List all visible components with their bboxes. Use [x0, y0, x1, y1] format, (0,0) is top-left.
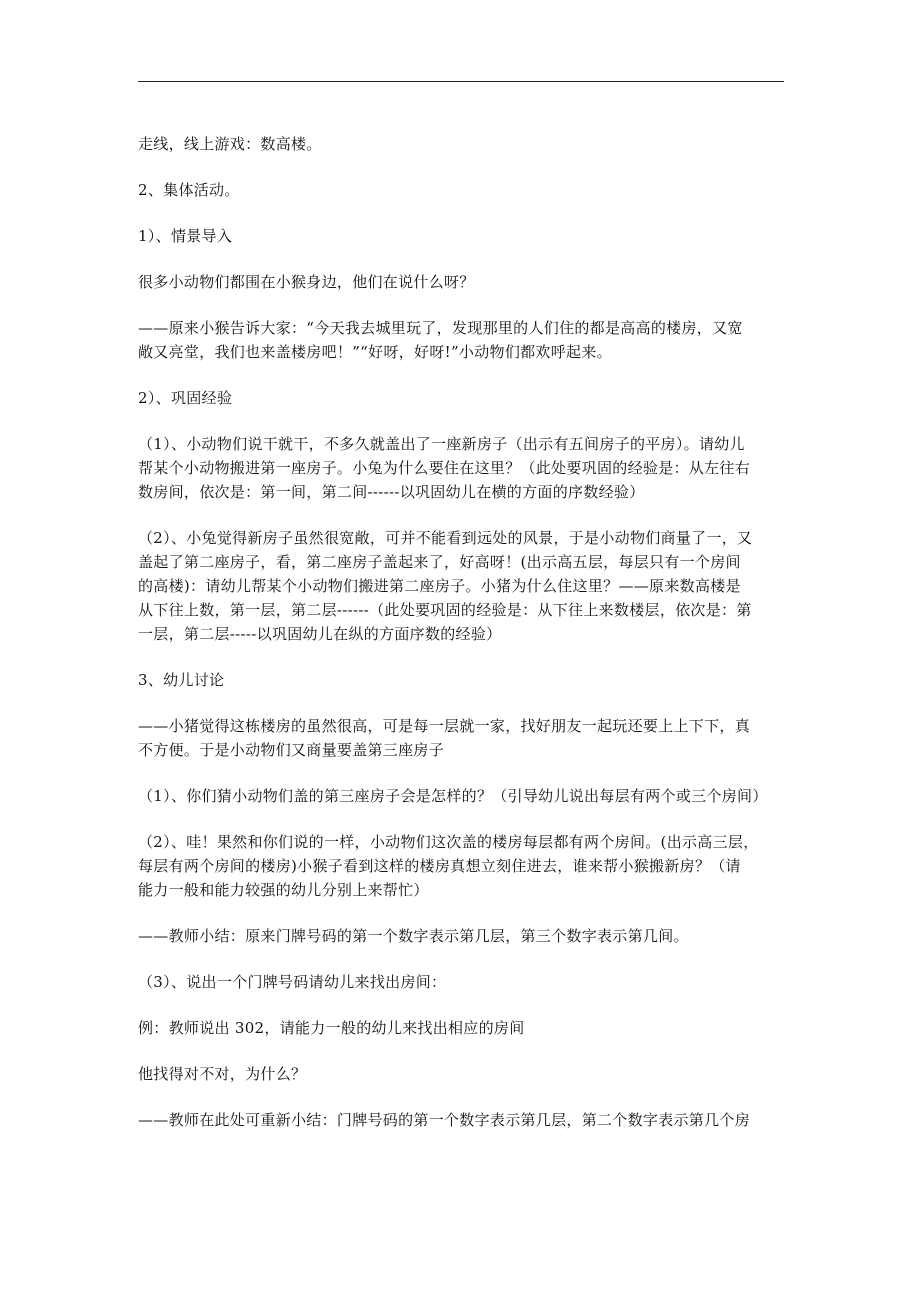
text-line: 2、集体活动。	[138, 181, 240, 199]
text-line: 3、幼儿讨论	[138, 671, 225, 689]
paragraph	[138, 132, 788, 156]
text-line: （1）、小动物们说干就干，不多久就盖出了一座新房子（出示有五间房子的平房）。请幼儿	[138, 435, 745, 453]
text-line: 走线，线上游戏：数高楼。	[138, 135, 322, 153]
paragraph	[138, 784, 788, 808]
text-line: 的高楼)：请幼儿帮某个小动物们搬进第二座房子。小猪为什么住这里？——原来数高楼是	[138, 577, 741, 595]
text-line: 他找得对不对，为什么？	[138, 1065, 307, 1083]
text-line: 不方便。于是小动物们又商量要盖第三座房子	[138, 741, 445, 759]
text-line: （2）、哇！果然和你们说的一样，小动物们这次盖的楼房每层都有两个房间。(出示高三层，	[138, 833, 759, 851]
text-line: 1）、情景导入	[138, 227, 233, 245]
paragraph	[138, 970, 788, 994]
document-body	[138, 132, 788, 1154]
text-line: ——教师在此处可重新小结：门牌号码的第一个数字表示第几层，第二个数字表示第几个房	[138, 1111, 751, 1129]
paragraph	[138, 714, 788, 762]
text-line: 每层有两个房间的楼房)小猴子看到这样的楼房真想立刻住进去，谁来帮小猴搬新房？（请	[138, 857, 741, 875]
paragraph	[138, 1108, 788, 1132]
text-line: 盖起了第二座房子，看，第二座房子盖起来了，好高呀！(出示高五层，每层只有一个房间	[138, 553, 741, 571]
text-line: 例：教师说出 302，请能力一般的幼儿来找出相应的房间	[138, 1019, 525, 1037]
text-line: ——小猪觉得这栋楼房的虽然很高，可是每一层就一家，找好朋友一起玩还要上上下下，真	[138, 717, 751, 735]
paragraph	[138, 830, 788, 902]
text-line: 从下往上数，第一层，第二层------（此处要巩固的经验是：从下往上来数楼层，依次是：第	[138, 601, 752, 619]
header-rule	[138, 81, 784, 82]
paragraph	[138, 224, 788, 248]
text-line: ——教师小结：原来门牌号码的第一个数字表示第几层，第三个数字表示第几间。	[138, 927, 689, 945]
paragraph	[138, 316, 788, 364]
paragraph	[138, 270, 788, 294]
paragraph	[138, 386, 788, 410]
paragraph	[138, 178, 788, 202]
paragraph	[138, 526, 788, 646]
text-line: （3）、说出一个门牌号码请幼儿来找出房间：	[138, 973, 447, 991]
text-line: 帮某个小动物搬进第一座房子。小兔为什么要住在这里？（此处要巩固的经验是：从左往右	[138, 459, 751, 477]
paragraph	[138, 1016, 788, 1040]
text-line: 2）、巩固经验	[138, 389, 233, 407]
text-line: 敞又亮堂，我们也来盖楼房吧！”“好呀，好呀!”小动物们都欢呼起来。	[138, 343, 612, 361]
text-line: （1）、你们猜小动物们盖的第三座房子会是怎样的？（引导幼儿说出每层有两个或三个房间）	[138, 787, 768, 805]
text-line: （2）、小兔觉得新房子虽然很宽敞，可并不能看到远处的风景，于是小动物们商量了一，又	[138, 529, 753, 547]
text-line: ——原来小猴告诉大家：“今天我去城里玩了，发现那里的人们住的都是高高的楼房，又宽	[138, 319, 743, 337]
text-line: 能力一般和能力较强的幼儿分别上来帮忙）	[138, 881, 429, 899]
paragraph	[138, 1062, 788, 1086]
paragraph	[138, 432, 788, 504]
text-line: 很多小动物们都围在小猴身边，他们在说什么呀？	[138, 273, 475, 291]
paragraph	[138, 668, 788, 692]
text-line: 一层，第二层-----以巩固幼儿在纵的方面序数的经验）	[138, 625, 502, 643]
text-line: 数房间，依次是：第一间，第二间------以巩固幼儿在横的方面的序数经验）	[138, 483, 645, 501]
paragraph	[138, 924, 788, 948]
